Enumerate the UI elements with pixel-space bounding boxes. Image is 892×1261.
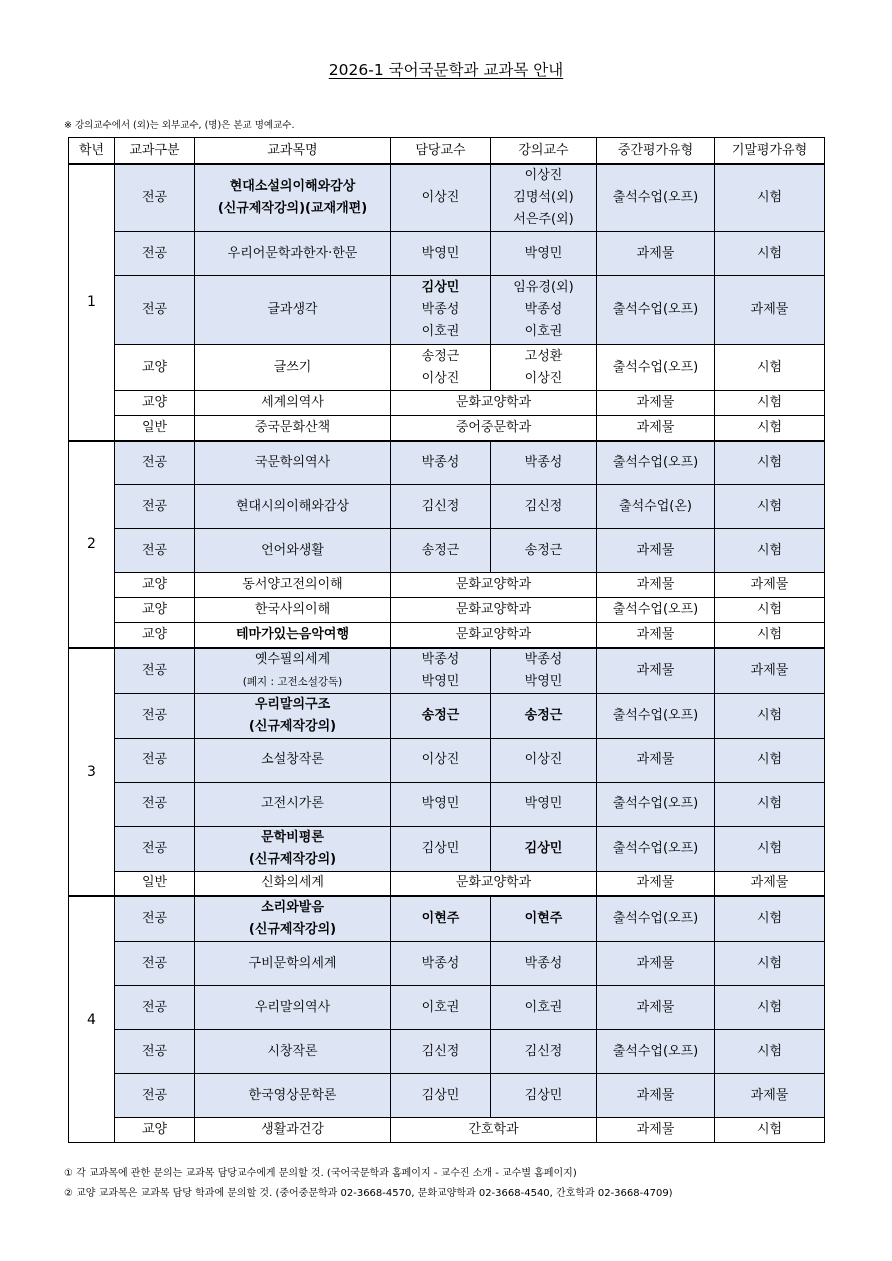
course-name: 언어와생활 — [261, 542, 324, 558]
course-name-cell — [195, 738, 391, 782]
lecturer-cell — [491, 693, 597, 738]
course-name: 우리말의구조 — [254, 696, 331, 712]
course-name-cell — [195, 871, 391, 896]
person-name: 박종성 — [524, 302, 563, 317]
table-row — [69, 1030, 825, 1074]
category-cell: 교양 — [115, 345, 195, 391]
header-final: 기말평가유형 — [715, 138, 825, 165]
table-row — [69, 345, 825, 391]
table-row — [69, 485, 825, 529]
person-name: 박종성 — [421, 651, 460, 667]
person-name: 김상민 — [421, 840, 460, 856]
professor-cell — [391, 164, 491, 232]
course-name-cell — [195, 942, 391, 986]
course-name: 현대소설의이해와감상 — [229, 179, 356, 194]
final-cell: 시험 — [715, 738, 825, 782]
midterm-cell: 과제물 — [597, 986, 715, 1030]
person-name: 임유경(외) — [513, 280, 574, 295]
course-name-cell — [195, 598, 391, 623]
final-cell: 과제물 — [715, 648, 825, 694]
category-cell: 일반 — [115, 416, 195, 441]
person-name: 박종성 — [421, 302, 460, 317]
course-name-cell — [195, 648, 391, 694]
course-name-cell — [195, 623, 391, 648]
category-cell: 전공 — [115, 485, 195, 529]
person-name: 박영민 — [421, 796, 460, 811]
category-cell: 교양 — [115, 391, 195, 416]
final-cell: 시험 — [715, 1030, 825, 1074]
course-name: 현대시의이해와감상 — [235, 498, 350, 514]
professor-cell — [391, 826, 491, 871]
professor-cell — [391, 986, 491, 1030]
course-name-cell — [195, 232, 391, 276]
final-cell: 시험 — [715, 598, 825, 623]
midterm-cell: 과제물 — [597, 871, 715, 896]
course-name: 시창작론 — [267, 1043, 318, 1059]
person-name: 이상진 — [421, 370, 460, 386]
table-row — [69, 573, 825, 598]
course-name: 세계의역사 — [261, 395, 324, 410]
course-name: 동서양고전의이해 — [242, 577, 343, 592]
midterm-cell: 과제물 — [597, 1118, 715, 1143]
course-name: 글쓰기 — [273, 359, 312, 375]
table-row — [69, 942, 825, 986]
person-name: 박종성 — [524, 955, 563, 971]
table-row — [69, 623, 825, 648]
professor-cell — [391, 1074, 491, 1118]
midterm-cell: 출석수업(오프) — [597, 896, 715, 942]
table-row — [69, 391, 825, 416]
person-name: 박영민 — [524, 245, 563, 261]
year-cell: 1 — [69, 164, 115, 441]
header-midterm: 중간평가유형 — [597, 138, 715, 165]
course-name-cell — [195, 485, 391, 529]
person-name: 김상민 — [524, 1087, 563, 1103]
course-name-cell — [195, 164, 391, 232]
course-name: 옛수필의세계 — [254, 651, 331, 667]
professor-cell — [391, 345, 491, 391]
category-cell: 전공 — [115, 986, 195, 1030]
lecturer-cell — [491, 485, 597, 529]
person-name: 서은주(외) — [513, 212, 574, 227]
midterm-cell: 과제물 — [597, 391, 715, 416]
final-cell: 시험 — [715, 345, 825, 391]
course-name-cell — [195, 1118, 391, 1143]
person-name: 이호권 — [524, 999, 563, 1015]
final-cell: 시험 — [715, 623, 825, 648]
final-cell: 시험 — [715, 416, 825, 441]
midterm-cell: 과제물 — [597, 416, 715, 441]
person-name: 이호권 — [421, 324, 460, 339]
midterm-cell: 출석수업(오프) — [597, 598, 715, 623]
final-cell: 시험 — [715, 896, 825, 942]
category-cell: 일반 — [115, 871, 195, 896]
category-cell: 전공 — [115, 648, 195, 694]
lecturer-cell — [491, 441, 597, 485]
midterm-cell: 출석수업(오프) — [597, 164, 715, 232]
person-name: 송정근 — [421, 707, 460, 723]
course-name: 신화의세계 — [261, 875, 324, 891]
category-cell: 전공 — [115, 1030, 195, 1074]
professor-cell — [391, 648, 491, 694]
person-name: 김신정 — [421, 1043, 460, 1059]
lecturer-cell — [491, 232, 597, 276]
table-row — [69, 441, 825, 485]
header-category: 교과구분 — [115, 138, 195, 165]
category-cell: 교양 — [115, 1118, 195, 1143]
person-name: 이현주 — [524, 911, 563, 926]
person-name: 김신정 — [524, 498, 563, 514]
person-name: 송정근 — [524, 707, 563, 723]
course-name-cell — [195, 1030, 391, 1074]
table-row — [69, 416, 825, 441]
table-row — [69, 598, 825, 623]
person-name: 김상민 — [524, 840, 563, 856]
course-name: 한국영상문학론 — [248, 1087, 337, 1103]
department-cell: 문화교양학과 — [391, 573, 597, 598]
person-name: 이현주 — [421, 911, 460, 926]
year-cell: 2 — [69, 441, 115, 648]
footnote-1: ① 각 교과목에 관한 문의는 교과목 담당교수에게 문의할 것. (국어국문학과 홈페이지 - 교수진 소개 - 교수별 홈페이지) — [64, 1168, 577, 1179]
lecturer-cell — [491, 782, 597, 826]
course-name: 테마가있는음악여행 — [235, 626, 350, 642]
professor-cell — [391, 782, 491, 826]
final-cell: 시험 — [715, 441, 825, 485]
person-name: 박영민 — [421, 245, 460, 261]
department-cell: 문화교양학과 — [391, 598, 597, 623]
course-name-cell — [195, 276, 391, 345]
department-cell: 간호학과 — [391, 1118, 597, 1143]
department-cell: 문화교양학과 — [391, 623, 597, 648]
final-cell: 과제물 — [715, 1074, 825, 1118]
person-name: 박영민 — [524, 673, 563, 689]
person-name: 이호권 — [524, 324, 563, 339]
midterm-cell: 출석수업(온) — [597, 485, 715, 529]
category-cell: 전공 — [115, 1074, 195, 1118]
midterm-cell: 과제물 — [597, 942, 715, 986]
midterm-cell: 출석수업(오프) — [597, 782, 715, 826]
course-name: 글과생각 — [267, 302, 318, 317]
course-name-cell — [195, 391, 391, 416]
course-name: 소설창작론 — [261, 752, 324, 767]
course-name: 우리말의역사 — [254, 999, 331, 1015]
course-name: 우리어문학과한자·한문 — [227, 245, 358, 261]
person-name: 이상진 — [421, 190, 460, 205]
professor-cell — [391, 942, 491, 986]
lecturer-cell — [491, 276, 597, 345]
final-cell: 시험 — [715, 942, 825, 986]
category-cell: 전공 — [115, 826, 195, 871]
person-name: 박종성 — [421, 454, 460, 470]
lecturer-cell — [491, 896, 597, 942]
category-cell: 전공 — [115, 164, 195, 232]
person-name: 이호권 — [421, 999, 460, 1015]
lecturer-cell — [491, 1074, 597, 1118]
person-name: 김신정 — [421, 498, 460, 514]
course-name-cell — [195, 782, 391, 826]
course-name: 문학비평론 — [261, 829, 324, 845]
midterm-cell: 과제물 — [597, 648, 715, 694]
midterm-cell: 과제물 — [597, 529, 715, 573]
department-cell: 중어중문학과 — [391, 416, 597, 441]
table-row — [69, 738, 825, 782]
table-header-row — [69, 138, 825, 165]
person-name: 송정근 — [524, 542, 563, 558]
midterm-cell: 과제물 — [597, 1074, 715, 1118]
final-cell: 과제물 — [715, 871, 825, 896]
midterm-cell: 과제물 — [597, 623, 715, 648]
course-subtitle: (폐지 : 고전소설강독) — [242, 675, 343, 688]
lecturer-note: ※ 강의교수에서 (외)는 외부교수, (명)은 본교 명예교수. — [64, 120, 295, 131]
category-cell: 전공 — [115, 232, 195, 276]
final-cell: 시험 — [715, 1118, 825, 1143]
professor-cell — [391, 232, 491, 276]
professor-cell — [391, 441, 491, 485]
lecturer-cell — [491, 164, 597, 232]
person-name: 박영민 — [421, 673, 460, 689]
midterm-cell: 과제물 — [597, 738, 715, 782]
table-row — [69, 232, 825, 276]
course-table — [68, 137, 825, 1143]
course-name: 한국사의이해 — [254, 602, 331, 617]
person-name: 박종성 — [421, 955, 460, 971]
final-cell: 과제물 — [715, 573, 825, 598]
midterm-cell: 출석수업(오프) — [597, 1030, 715, 1074]
course-name: 생활과건강 — [261, 1122, 324, 1137]
course-subtitle: (신규제작강의)(교재개편) — [217, 201, 368, 216]
person-name: 박영민 — [524, 796, 563, 811]
table-row — [69, 276, 825, 345]
person-name: 이상진 — [421, 752, 460, 767]
course-name-cell — [195, 986, 391, 1030]
course-name: 구비문학의세계 — [248, 955, 337, 971]
course-name: 소리와발음 — [261, 900, 324, 915]
table-row — [69, 648, 825, 694]
course-name-cell — [195, 529, 391, 573]
midterm-cell: 과제물 — [597, 232, 715, 276]
header-lecturer: 강의교수 — [491, 138, 597, 165]
year-cell: 4 — [69, 896, 115, 1143]
category-cell: 전공 — [115, 782, 195, 826]
final-cell: 시험 — [715, 693, 825, 738]
person-name: 이상진 — [524, 168, 563, 183]
person-name: 송정근 — [421, 348, 460, 364]
professor-cell — [391, 485, 491, 529]
final-cell: 시험 — [715, 826, 825, 871]
person-name: 이상진 — [524, 370, 563, 386]
category-cell: 전공 — [115, 738, 195, 782]
table-row — [69, 1118, 825, 1143]
category-cell: 전공 — [115, 896, 195, 942]
final-cell: 시험 — [715, 485, 825, 529]
course-name: 고전시가론 — [261, 796, 324, 811]
professor-cell — [391, 1030, 491, 1074]
table-row — [69, 164, 825, 232]
lecturer-cell — [491, 345, 597, 391]
table-row — [69, 986, 825, 1030]
professor-cell — [391, 693, 491, 738]
table-row — [69, 871, 825, 896]
header-professor: 담당교수 — [391, 138, 491, 165]
course-name-cell — [195, 1074, 391, 1118]
course-subtitle: (신규제작강의) — [248, 718, 337, 734]
midterm-cell: 출석수업(오프) — [597, 441, 715, 485]
course-name: 국문학의역사 — [254, 454, 331, 470]
footnote-2: ② 교양 교과목은 교과목 담당 학과에 문의할 것. (중어중문학과 02-3668-4570, 문화교양학과 02-3668-4540, 간호학과 02-3668-4709) — [64, 1188, 673, 1199]
table-row — [69, 826, 825, 871]
person-name: 김상민 — [421, 1087, 460, 1103]
lecturer-cell — [491, 826, 597, 871]
page-title: 2026-1 국어국문학과 교과목 안내 — [328, 61, 564, 79]
final-cell: 과제물 — [715, 276, 825, 345]
final-cell: 시험 — [715, 529, 825, 573]
person-name: 김상민 — [421, 280, 460, 295]
category-cell: 교양 — [115, 573, 195, 598]
midterm-cell: 출석수업(오프) — [597, 826, 715, 871]
final-cell: 시험 — [715, 164, 825, 232]
category-cell: 전공 — [115, 441, 195, 485]
course-name-cell — [195, 826, 391, 871]
department-cell: 문화교양학과 — [391, 871, 597, 896]
course-name-cell — [195, 573, 391, 598]
professor-cell — [391, 896, 491, 942]
category-cell: 전공 — [115, 529, 195, 573]
midterm-cell: 출석수업(오프) — [597, 345, 715, 391]
category-cell: 교양 — [115, 623, 195, 648]
lecturer-cell — [491, 942, 597, 986]
category-cell: 전공 — [115, 693, 195, 738]
category-cell: 전공 — [115, 276, 195, 345]
final-cell: 시험 — [715, 782, 825, 826]
person-name: 김신정 — [524, 1043, 563, 1059]
course-name-cell — [195, 345, 391, 391]
midterm-cell: 출석수업(오프) — [597, 276, 715, 345]
category-cell: 전공 — [115, 942, 195, 986]
course-subtitle: (신규제작강의) — [248, 851, 337, 867]
course-name-cell — [195, 441, 391, 485]
person-name: 김명석(외) — [513, 190, 574, 205]
professor-cell — [391, 529, 491, 573]
table-row — [69, 1074, 825, 1118]
person-name: 이상진 — [524, 752, 563, 767]
midterm-cell: 출석수업(오프) — [597, 693, 715, 738]
year-cell: 3 — [69, 648, 115, 897]
course-name-cell — [195, 416, 391, 441]
person-name: 박종성 — [524, 454, 563, 470]
lecturer-cell — [491, 529, 597, 573]
course-subtitle: (신규제작강의) — [248, 922, 337, 937]
course-name-cell — [195, 896, 391, 942]
lecturer-cell — [491, 648, 597, 694]
final-cell: 시험 — [715, 232, 825, 276]
table-row — [69, 896, 825, 942]
professor-cell — [391, 738, 491, 782]
category-cell: 교양 — [115, 598, 195, 623]
header-course-name: 교과목명 — [195, 138, 391, 165]
professor-cell — [391, 276, 491, 345]
final-cell: 시험 — [715, 986, 825, 1030]
person-name: 박종성 — [524, 651, 563, 667]
department-cell: 문화교양학과 — [391, 391, 597, 416]
lecturer-cell — [491, 1030, 597, 1074]
course-name-cell — [195, 693, 391, 738]
lecturer-cell — [491, 738, 597, 782]
header-year: 학년 — [69, 138, 115, 165]
course-name: 중국문화산책 — [254, 419, 331, 435]
person-name: 고성환 — [524, 348, 563, 364]
final-cell: 시험 — [715, 391, 825, 416]
midterm-cell: 과제물 — [597, 573, 715, 598]
table-row — [69, 693, 825, 738]
table-row — [69, 782, 825, 826]
lecturer-cell — [491, 986, 597, 1030]
table-row — [69, 529, 825, 573]
person-name: 송정근 — [421, 542, 460, 558]
